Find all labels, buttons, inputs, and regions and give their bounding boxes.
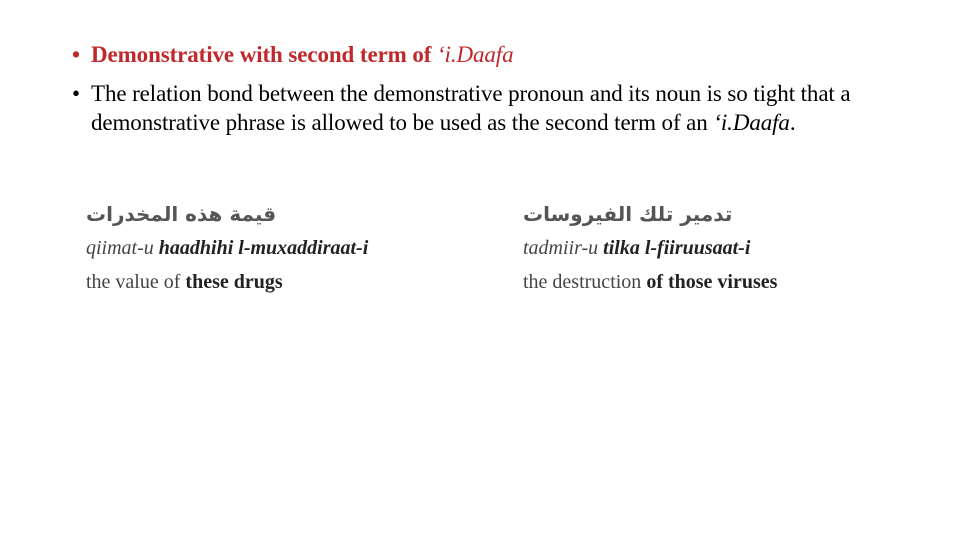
bullet-marker: • [72,81,80,106]
arabic-phrase: قيمة هذه المخدرات [86,202,277,226]
example-those-viruses [523,198,777,296]
bullet-heading [72,40,902,69]
transliteration-highlight: tilka l-fiiruusaat-i [603,237,751,259]
example-these-drugs [86,198,368,296]
bullet-marker: • [72,42,80,67]
bullet-heading-term: ‘i.Daafa [437,42,514,67]
arabic-phrase: تدمير تلك الفيروسات [523,202,733,226]
bullet-list [72,40,902,137]
transliteration-highlight: haadhihi l-muxaddiraat-i [158,237,369,259]
english-gloss: the value of these drugs [86,271,283,293]
bullet-explanation-end: . [789,110,796,135]
gloss-highlight: of those viruses [646,271,778,293]
bullet-explanation-term: ‘i.Daafa [713,110,790,135]
gloss-highlight: these drugs [185,271,283,293]
bullet-heading-text: Demonstrative with second term of [91,42,437,67]
english-gloss: the destruction of those viruses [523,271,778,293]
bullet-explanation-text: The relation bond between the demonstrative pronoun and its noun is so tight that a demonstrative phrase is allowed to be used as the second term of an [91,81,851,135]
bullet-explanation [72,79,902,137]
transliteration: qiimat-u haadhihi l-muxaddiraat-i [86,237,369,259]
transliteration: tadmiir-u tilka l-fiiruusaat-i [523,237,751,259]
